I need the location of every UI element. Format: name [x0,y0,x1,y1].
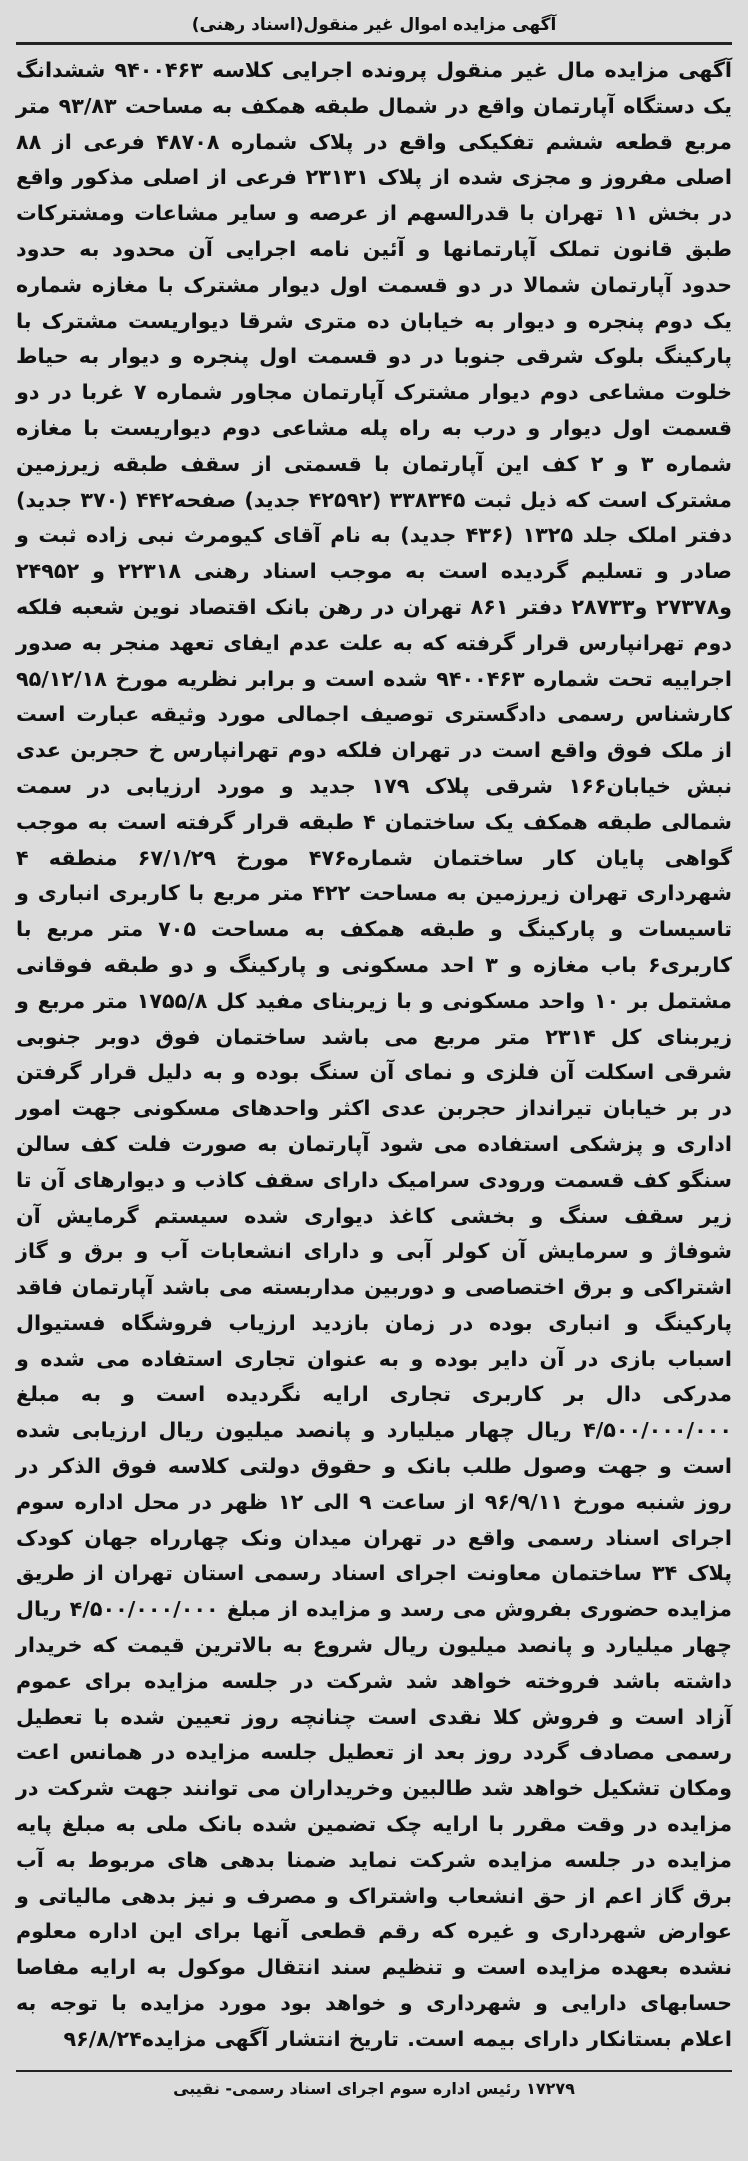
footer-divider [16,2070,732,2072]
notice-title: آگهی مزایده اموال غیر منقول(اسناد رهنی) [191,15,557,35]
notice-body: آگهی مزایده مال غیر منقول پرونده اجرایی کلاسه ۹۴۰۰۴۶۳ ششدانگ یک دستگاه آپارتمان واقع در شمال طبقه همکف به مساحت ۹۳/۸۳ متر مربع قطعه ششم تفکیکی واقع در پلاک شماره ۴۸۷۰۸ فرعی از ۸۸ اصلی مفروز و مجزی شده از پلاک ۲۳۱۳۱ فرعی از اصلی مذکور واقع در بخش ۱۱ تهران با قدرالسهم از عرصه و سایر مشاعات ومشترکات طبق قانون تملک آپارتمانها و آئین نامه اجرایی آن محدود به حدود حدود آپارتمان شمالا در دو قسمت اول دیوار مشترک با مغازه شماره یک دوم پنجره و دیوار به خیابان ده متری شرقا دیواریست مشترک با پارکینگ بلوک شرقی جنوبا در دو قسمت اول پنجره و دیوار به حیاط خلوت مشاعی دوم دیوار مشترک آپارتمان مجاور شماره ۷ غربا در دو قسمت اول دیوار و درب به راه پله مشاعی دوم دیواریست با مغازه شماره ۳ و ۲ کف این آپارتمان با قسمتی از سقف طبقه زیرزمین مشترک است که ذیل ثبت ۳۳۸۳۴۵ (۴۲۵۹۲ جدید) صفحه۴۴۲ (۳۷۰ جدید) دفتر املک جلد ۱۳۲۵ (۴۳۶ جدید) به نام آقای کیومرث نبی زاده ثبت و صادر و تسلیم گردیده است به موجب اسناد رهنی ۲۲۳۱۸ و ۲۴۹۵۲ و۲۷۳۷۸ و۲۸۷۳۳ دفتر ۸۶۱ تهران در رهن بانک اقتصاد نوین شعبه فلکه دوم تهرانپارس قرار گرفته که به علت عدم ایفای تعهد منجر به صدور اجراییه تحت شماره ۹۴۰۰۴۶۳ شده است و برابر نظریه مورخ ۹۵/۱۲/۱۸ کارشناس رسمی دادگستری توصیف اجمالی مورد وثیقه عبارت است از ملک فوق واقع است در تهران فلکه دوم تهرانپارس خ حجربن عدی نبش خیابان۱۶۶ شرقی پلاک ۱۷۹ جدید و مورد ارزیابی در سمت شمالی طبقه همکف یک ساختمان ۴ طبقه قرار گرفته است به موجب گواهی پایان کار ساختمان شماره۴۷۶ مورخ ۶۷/۱/۲۹ منطقه ۴ شهرداری تهران زیرزمین به مساحت ۴۲۲ متر مربع با کاربری انباری و تاسیسات و پارکینگ و طبقه همکف به مساحت ۷۰۵ متر مربع با کاربری۶ باب مغازه و ۳ احد مسکونی و پارکینگ و دو طبقه فوقانی مشتمل بر ۱۰ واحد مسکونی و با زیربنای مفید کل ۱۷۵۵/۸ متر مربع و زیربنای کل ۲۳۱۴ متر مربع می باشد ساختمان فوق دوبر جنوبی شرقی اسکلت آن فلزی و نمای آن سنگ بوده و به دلیل قرار گرفتن در بر خیابان تیرانداز حجربن عدی اکثر واحدهای مسکونی جهت امور اداری و پزشکی استفاده می شود آپارتمان به صورت فلت کف سالن سنگو کف قسمت ورودی سرامیک دارای سقف کاذب و دیوارهای آن تا زیر سقف سنگ و بخشی کاغذ دیواری شده سیستم گرمایش آن شوفاژ و سرمایش آن کولر آبی و دارای انشعابات آب و برق و گاز اشتراکی و برق اختصاصی و دوربین مداربسته می باشد آپارتمان فاقد پارکینگ و انباری بوده در زمان بازدید ارزیاب فروشگاه فستیوال اسباب بازی در آن دایر بوده و به عنوان تجاری استفاده می شده و مدرکی دال بر کاربری تجاری ارایه نگردیده است و به مبلغ ۴/۵۰۰/۰۰۰/۰۰۰ ریال چهار میلیارد و پانصد میلیون ریال ارزیابی شده است و جهت وصول طلب بانک و حقوق دولتی کلاسه فوق الذکر در روز شنبه مورخ ۹۶/۹/۱۱ از ساعت ۹ الی ۱۲ ظهر در محل اداره سوم اجرای اسناد رسمی واقع در تهران میدان ونک چهارراه جهان کودک پلاک ۳۴ ساختمان معاونت اجرای اسناد رسمی استان تهران از طریق مزایده حضوری بفروش می رسد و مزایده از مبلغ ۴/۵۰۰/۰۰۰/۰۰۰ ریال چهار میلیارد و پانصد میلیون ریال شروع به بالاترین قیمت که خریدار داشته باشد فروخته خواهد شد شرکت در جلسه مزایده برای عموم آزاد است و فروش کلا نقدی است چنانچه روز تعیین شده با تعطیل رسمی مصادف گردد روز بعد از تعطیل جلسه مزایده در همانس اعت ومکان تشکیل خواهد شد طالبین وخریداران می توانند جهت شرکت در مزایده در وقت مقرر با ارایه چک تضمین شده بانک ملی به مبلغ پایه مزایده در جلسه مزایده شرکت نماید ضمنا بدهی های مربوط به آب برق گاز اعم از حق انشعاب واشتراک و مصرف و نیز بدهی مالیاتی و عوارض شهرداری و غیره که رقم قطعی آنها برای این اداره معلوم نشده بعهده مزایده است و تنظیم سند انتقال موکول به ارایه مفاصا حسابهای دارایی و شهرداری و خواهد بود مورد مزایده با توجه به اعلام بستانکار دارای بیمه است. تاریخ انتشار آگهی مزایده۹۶/۸/۲۴ [16,58,733,2051]
title-divider [16,42,732,45]
notice-signature: ۱۷۲۷۹ رئیس اداره سوم اجرای اسناد رسمی- نقیبی [173,2078,575,2098]
